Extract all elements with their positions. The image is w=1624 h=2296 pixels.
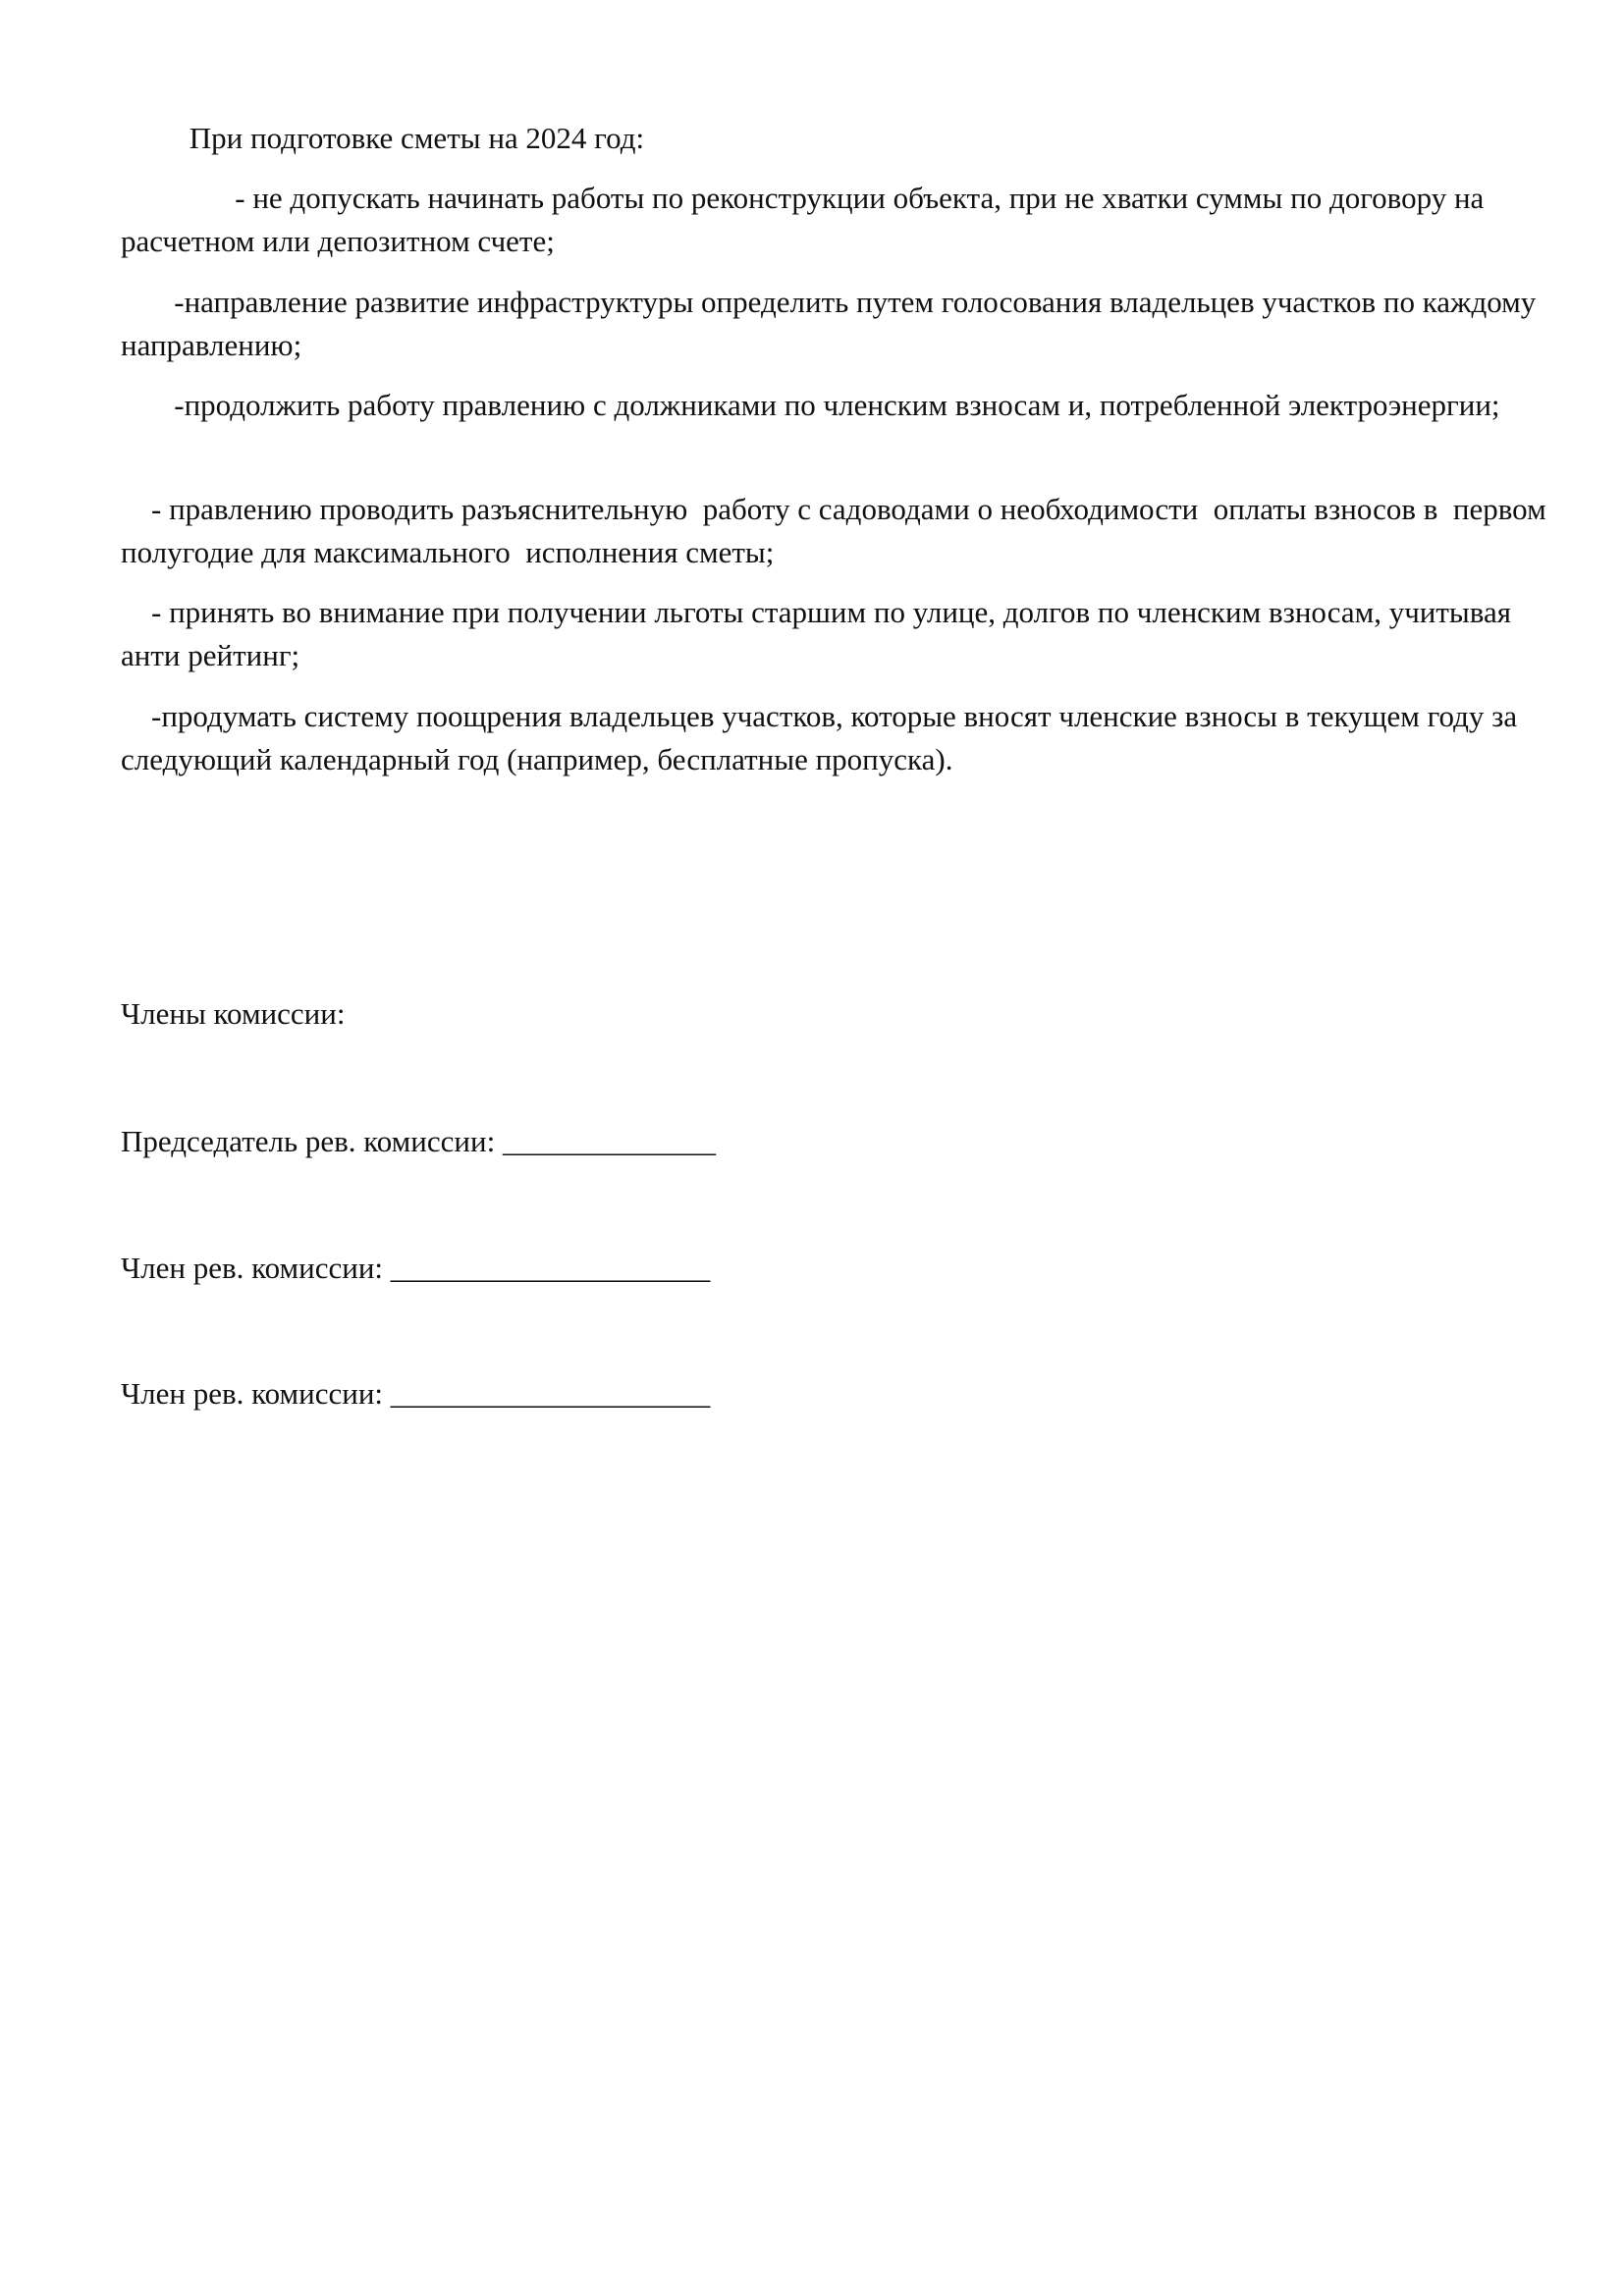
paragraph-explanatory-work: - правлению проводить разъяснительную работу с садоводами о необходимости оплаты взносов в первом полугодие для максимального исполнения сметы; xyxy=(121,492,1554,569)
paragraph-incentives: -продумать систему поощрения владельцев участков, которые вносят членские взносы в текущем году за следующий календарный год (например, бесплатные пропуска). xyxy=(121,699,1525,776)
paragraph-infrastructure: -направление развитие инфраструктуры определить путем голосования владельцев участков по каждому направлению; xyxy=(121,285,1544,362)
paragraph-debtors: -продолжить работу правлению с должниками по членским взносам и, потребленной электроэнергии; xyxy=(121,388,1500,422)
paragraph-reconstruction: - не допускать начинать работы по реконструкции объекта, при не хватки суммы по договору на расчетном или депозитном счете; xyxy=(121,181,1499,258)
paragraph-benefits: - принять во внимание при получении льготы старшим по улице, долгов по членским взносам, учитывая анти рейтинг; xyxy=(121,595,1519,672)
signature-line-member-2: Член рев. комиссии: _____________________ xyxy=(121,1376,711,1411)
intro-line: При подготовке сметы на 2024 год: xyxy=(121,121,645,155)
signature-line-member-1: Член рев. комиссии: _____________________ xyxy=(121,1251,711,1285)
signature-line-chairman: Председатель рев. комиссии: ______________ xyxy=(121,1124,716,1158)
members-title: Члены комиссии: xyxy=(121,996,346,1031)
